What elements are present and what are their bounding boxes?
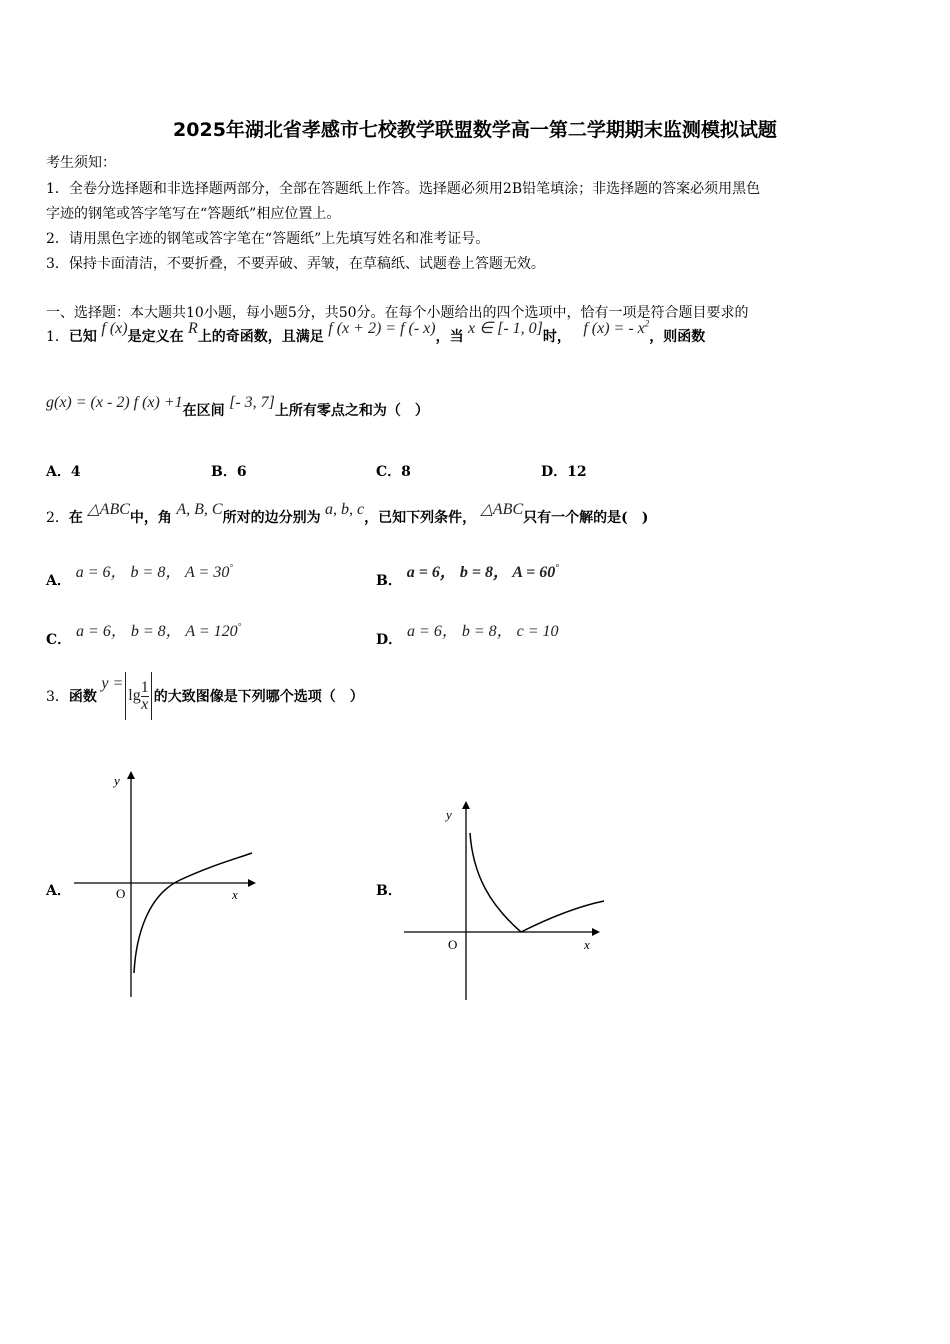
q2-text-5: 只有一个解的是( ) [523, 510, 649, 526]
q1-option-a[interactable]: A．4 [46, 464, 81, 480]
y-label: y [114, 773, 120, 788]
origin-label: O [448, 937, 458, 952]
option-expr: a = 6， b = 8， A = 60° [406, 562, 559, 581]
question-number: 2． [46, 510, 69, 526]
abs-bar-right [151, 672, 152, 720]
q2-math-triangle: △ABC [87, 501, 130, 518]
option-expr: a = 6， b = 8， A = 30° [75, 562, 233, 581]
origin-label: O [116, 886, 126, 901]
option-label: A． [46, 573, 71, 589]
q1-text-6: ，则函数 [649, 329, 706, 345]
y-label: y [446, 807, 452, 822]
q3-option-a-label[interactable]: A． [46, 883, 71, 899]
x-axis-arrow [248, 879, 256, 887]
x-label: x [584, 937, 590, 952]
question-2-line [46, 501, 649, 527]
q2-option-d[interactable] [376, 623, 559, 649]
y-axis-arrow [462, 801, 470, 809]
q1-math-fx: f (x) = - $x^2$ [583, 318, 650, 337]
option-expr: a = 6， b = 8， A = 120° [76, 621, 242, 640]
notice-item-3: 3．保持卡面清洁，不要折叠，不要弄破、弄皱，在草稿纸、试题卷上答题无效。 [46, 256, 545, 272]
q2-option-b[interactable] [376, 562, 559, 590]
curve [134, 853, 252, 973]
q1-math-condition: f (x + 2) = f (- x) [328, 320, 436, 337]
q1-math-r: R [188, 320, 198, 337]
q1-math-domain: x ∈ [- 1, 0] [468, 320, 543, 337]
q1-option-d[interactable]: D．12 [541, 464, 587, 480]
option-label: D． [376, 632, 403, 648]
q1-math-f: f (x) [101, 320, 128, 337]
option-expr: a = 6， b = 8， c = 10 [407, 623, 559, 640]
x-axis-arrow [592, 928, 600, 936]
question-number: 1． [46, 329, 69, 345]
q2-text-4: ，已知下列条件， [364, 510, 477, 526]
abs-bar-left [125, 672, 126, 720]
q2-text-2: 中，角 [129, 510, 172, 526]
q2-option-a[interactable] [46, 562, 233, 590]
q2-math-sides: a, b, c [325, 501, 365, 518]
q3-math-lg: lg [128, 687, 141, 704]
notice-item-1: 1．全卷分选择题和非选择题两部分，全部在答题纸上作答。选择题必须用2B铅笔填涂；非选择题的答案必须用黑色 [46, 181, 761, 197]
question-number: 3． [46, 689, 69, 705]
option-label: B． [376, 573, 402, 589]
q3-text-2: 的大致图像是下列哪个选项（ ） [153, 689, 364, 705]
notice-item-2: 2．请用黑色字迹的钢笔或答字笔在“答题纸”上先填写姓名和准考证号。 [46, 231, 490, 247]
q1-text-7: 在区间 [182, 403, 225, 419]
notice-heading: 考生须知： [46, 155, 116, 171]
curve [470, 833, 604, 932]
q1-math-g: g(x) = (x - 2) f (x) +1 [46, 394, 183, 411]
q2-math-angles: A, B, C [176, 501, 223, 518]
q3-math-fraction: $\frac{1}{x}$ [140, 678, 149, 713]
q2-text-3: 所对的边分别为 [222, 510, 321, 526]
q2-math-triangle-2: △ABC [480, 501, 524, 518]
x-label: x [232, 887, 238, 902]
question-3-line [46, 672, 364, 720]
q3-math-lhs: y = [101, 675, 124, 692]
q2-text-1: 在 [68, 510, 83, 526]
page-title: 2025年湖北省孝感市七校教学联盟数学高一第二学期期末监测模拟试题 [173, 119, 777, 141]
q1-text-2: 是定义在 [127, 329, 184, 345]
q3-graph-a [70, 765, 260, 1005]
section-heading: 一、选择题：本大题共10小题，每小题5分，共50分。在每个小题给出的四个选项中，恰有一项是符合题目要求的 [46, 305, 749, 321]
q1-text-1: 已知 [68, 329, 97, 345]
question-1-line-1 [46, 318, 706, 346]
y-axis-arrow [127, 771, 135, 779]
q1-text-4: ，当 [435, 329, 464, 345]
q1-text-8: 上所有零点之和为（ ） [274, 403, 429, 419]
q1-math-interval: [- 3, 7] [229, 394, 275, 411]
q3-text-1: 函数 [68, 689, 97, 705]
q3-graph-b [400, 795, 610, 1005]
q1-option-b[interactable]: B．6 [211, 464, 247, 480]
question-1-line-2 [46, 394, 429, 420]
q2-option-c[interactable] [46, 621, 242, 649]
notice-item-1-cont: 字迹的钢笔或答字笔写在“答题纸”相应位置上。 [46, 206, 341, 222]
option-label: C． [46, 632, 72, 648]
q1-option-c[interactable]: C．8 [376, 464, 411, 480]
q1-text-3: 上的奇函数，且满足 [197, 329, 324, 345]
q3-option-b-label[interactable]: B． [376, 883, 402, 899]
q1-text-5: 时， [542, 329, 571, 345]
